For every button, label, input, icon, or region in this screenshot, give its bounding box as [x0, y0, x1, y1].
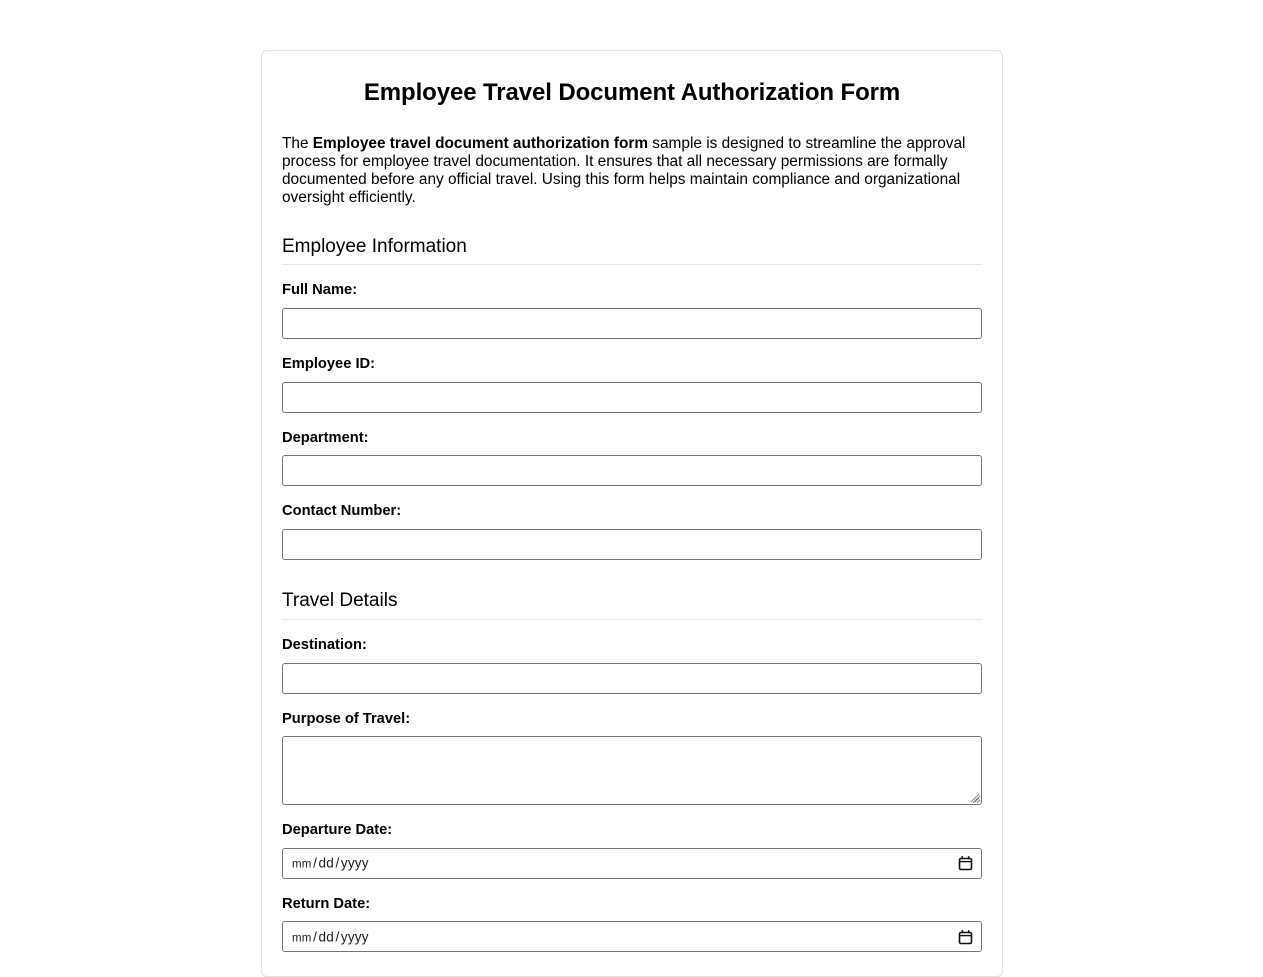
department-input[interactable]	[282, 455, 982, 486]
full-name-input[interactable]	[282, 308, 982, 339]
calendar-picker-icon[interactable]	[958, 855, 973, 871]
field-label-employee-id: Employee ID:	[282, 356, 376, 373]
field-label-return-date: Return Date:	[282, 895, 371, 912]
field-destination	[282, 637, 982, 694]
return-date-placeholder: mm / dd / yyyy	[292, 929, 369, 945]
field-full-name	[282, 282, 982, 339]
field-department	[282, 430, 982, 487]
employee-id-input[interactable]	[282, 382, 982, 413]
purpose-of-travel-textarea[interactable]	[282, 736, 982, 805]
section-heading-employee-information: Employee Information	[282, 236, 982, 266]
purpose-of-travel-wrapper	[282, 736, 982, 805]
page-title: Employee Travel Document Authorization Form	[363, 79, 901, 106]
calendar-picker-icon[interactable]	[958, 929, 973, 945]
description-text-before: The	[282, 134, 313, 152]
description-text-after: sample is designed to streamline the approval process for employee travel documentation. It ensures that all necessary permissions are formally documented before any official travel. Using this form helps maintain compliance and organizational oversight efficiently.	[282, 134, 966, 207]
travel-authorization-form-card	[261, 50, 1003, 977]
field-label-contact-number: Contact Number:	[282, 503, 402, 520]
destination-input[interactable]	[282, 663, 982, 694]
departure-date-placeholder: mm / dd / yyyy	[292, 855, 369, 871]
field-contact-number	[282, 503, 982, 560]
return-date-input[interactable]	[282, 921, 982, 952]
field-label-purpose-of-travel: Purpose of Travel:	[282, 710, 411, 727]
contact-number-input[interactable]	[282, 529, 982, 560]
field-label-destination: Destination:	[282, 636, 367, 653]
field-label-full-name: Full Name:	[282, 282, 358, 299]
field-label-department: Department:	[282, 429, 369, 446]
field-purpose-of-travel	[282, 711, 982, 806]
field-label-departure-date: Departure Date:	[282, 822, 393, 839]
description-text-emphasis: Employee travel document authorization form	[312, 134, 649, 152]
field-employee-id	[282, 356, 982, 413]
departure-date-input[interactable]	[282, 848, 982, 879]
section-heading-travel-details: Travel Details	[282, 590, 982, 620]
field-departure-date	[282, 822, 982, 879]
field-return-date	[282, 896, 982, 953]
form-description	[282, 135, 982, 208]
